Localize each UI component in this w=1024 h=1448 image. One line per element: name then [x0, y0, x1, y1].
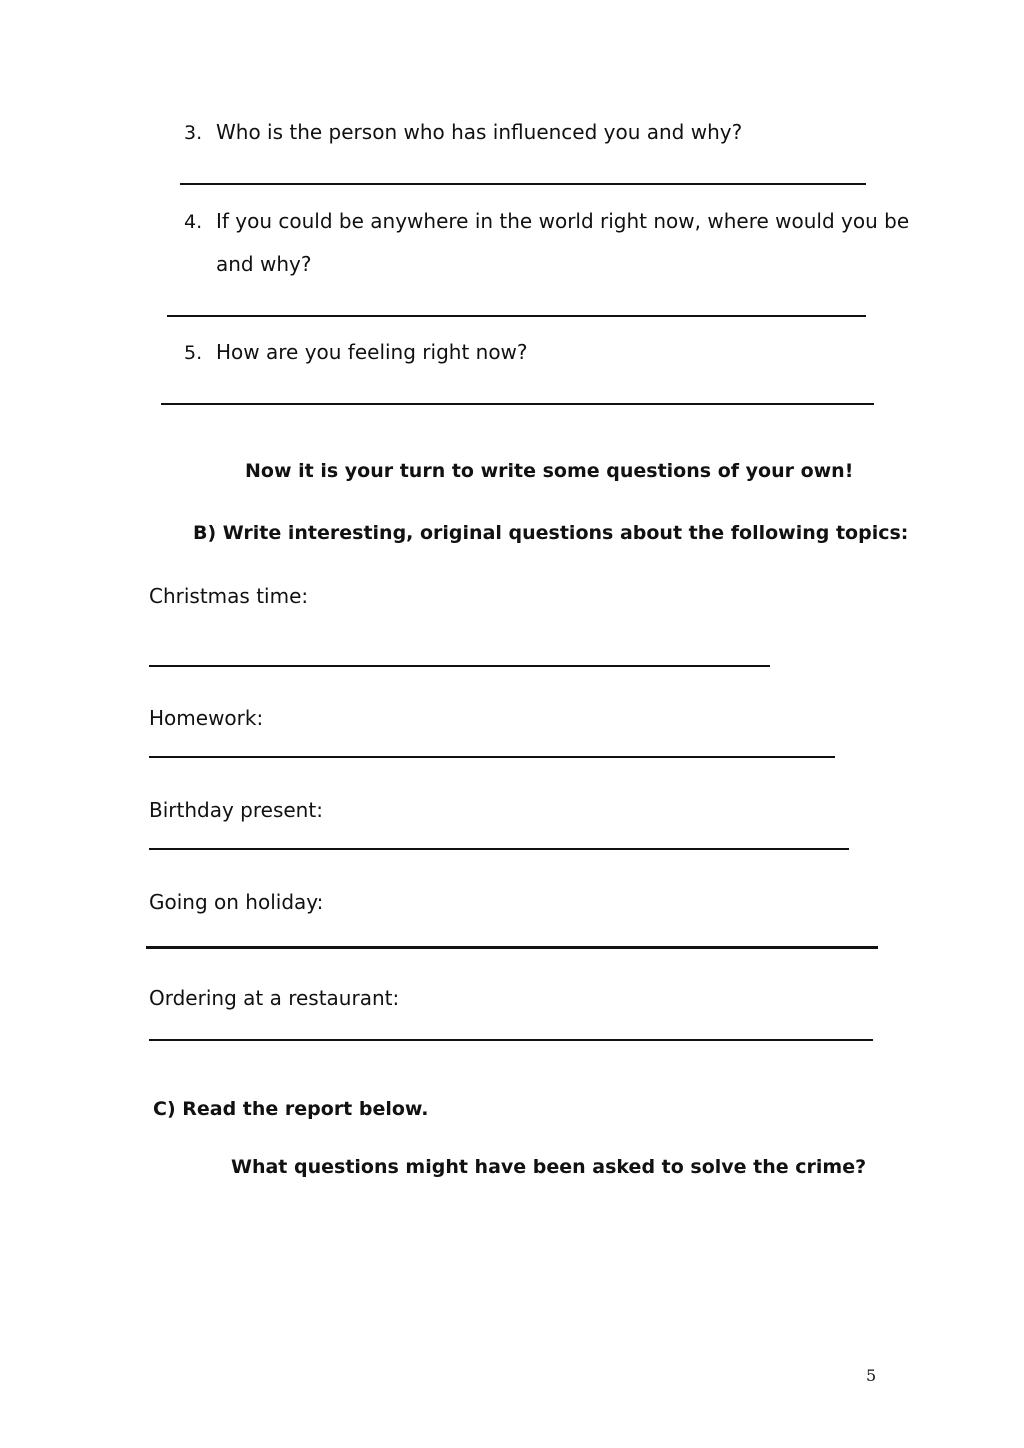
topic-christmas-label: Christmas time: [149, 584, 309, 608]
question-4-text-line2: and why? [216, 252, 312, 276]
question-4-number: 4. [184, 211, 203, 233]
topic-restaurant-label: Ordering at a restaurant: [149, 986, 400, 1010]
topic-homework-label: Homework: [149, 706, 264, 730]
answer-line-holiday[interactable] [146, 946, 878, 949]
topic-holiday-label: Going on holiday: [149, 890, 324, 914]
topic-birthday-label: Birthday present: [149, 798, 323, 822]
section-c-question: What questions might have been asked to solve the crime? [231, 1156, 867, 1178]
question-4-text-line1: If you could be anywhere in the world right now, where would you be [216, 209, 910, 233]
answer-line-4[interactable] [167, 315, 866, 317]
question-5-number: 5. [184, 342, 203, 364]
question-5-text: How are you feeling right now? [216, 340, 528, 364]
own-questions-prompt: Now it is your turn to write some questions of your own! [245, 460, 854, 482]
section-c-heading: C) Read the report below. [153, 1098, 429, 1120]
answer-line-restaurant[interactable] [149, 1039, 873, 1041]
page-number: 5 [866, 1366, 877, 1385]
answer-line-birthday[interactable] [149, 848, 849, 850]
section-b-heading: B) Write interesting, original questions about the following topics: [193, 522, 909, 544]
question-3-text: Who is the person who has influenced you and why? [216, 120, 743, 144]
answer-line-homework[interactable] [149, 756, 835, 758]
answer-line-5[interactable] [161, 403, 874, 405]
answer-line-3[interactable] [180, 183, 866, 185]
answer-line-christmas[interactable] [149, 665, 770, 667]
question-3-number: 3. [184, 122, 203, 144]
